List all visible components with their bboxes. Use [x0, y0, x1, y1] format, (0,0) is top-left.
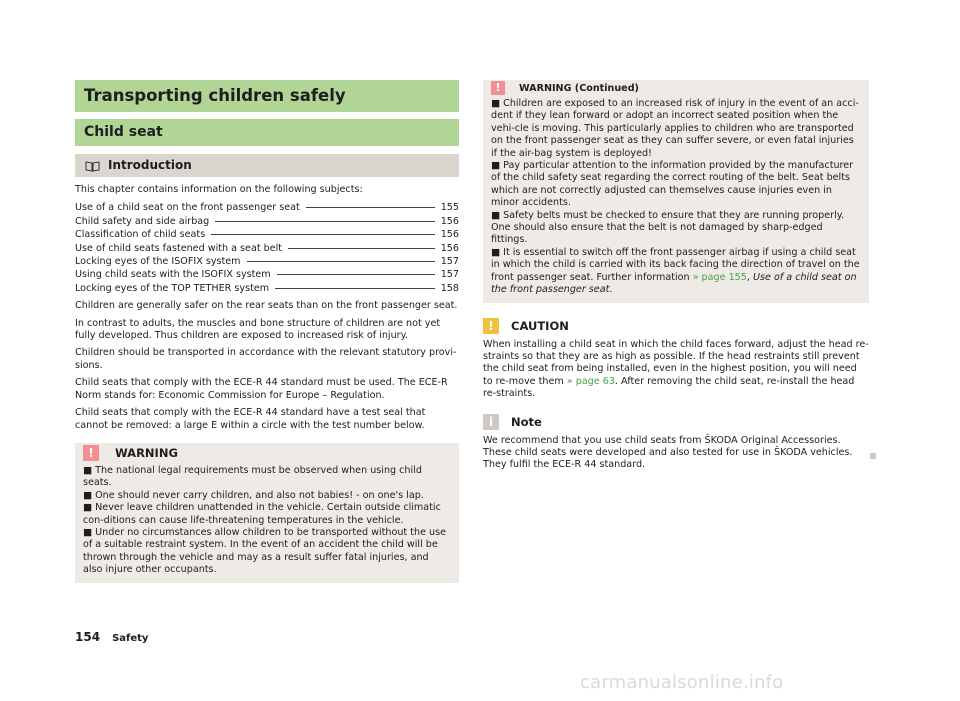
intro-text: This chapter contains information on the following subjects: [75, 184, 363, 195]
caution-header [483, 317, 869, 335]
toc-item[interactable]: Use of child seats fastened with a seat belt 156 [75, 242, 459, 254]
warning-title: WARNING [115, 445, 178, 460]
section-title: Child seat [75, 119, 459, 146]
caution-section [483, 317, 869, 401]
warning-icon: ! [83, 445, 99, 461]
warning-header [83, 443, 451, 463]
warning-item: ■ The national legal requirements must be observed when using child seats. [83, 464, 422, 489]
warning-icon: ! [491, 81, 505, 95]
page-link[interactable]: » page 155 [692, 271, 747, 283]
toc-item[interactable]: Use of a child seat on the front passenger seat 155 [75, 202, 459, 214]
warning-item: ■ Children are exposed to an increased risk of injury in the event of an acci-dent if they lean forward or adopt an incorrect seated position when the vehi-cle is moving. This particularly applies to children who are transported on the front passenger seat as they can suffer severe, or even fatal injuries if the air-bag system is deployed! [491, 98, 859, 159]
subsection-header [75, 154, 459, 177]
toc-item[interactable]: Locking eyes of the TOP TETHER system 158 [75, 282, 459, 294]
caution-text: When installing a child seat in which the child faces forward, adjust the head re-straints so that they are as high as possible. If the head restraints still prevent the child seat from being installed, even in the highest position, you will need to re-move them » page 63. After removing the child seat, re-install the head re-straints. [483, 338, 869, 400]
page-link[interactable]: » page 63 [566, 375, 615, 387]
paragraph: In contrast to adults, the muscles and bone structure of children are not yet fully developed. Thus children are exposed to increased risk of injury. [75, 317, 441, 342]
warning-item: ■ It is essential to switch off the front passenger airbag if using a child seat in which the child is carried with its back facing the direction of travel on the front passenger seat. Further information » page 155, Use of a child seat on the front passenger seat. [491, 246, 860, 296]
warning-body [83, 465, 451, 577]
note-title: Note [511, 414, 542, 429]
warning-body [491, 98, 861, 297]
warning-item: ■ One should never carry children, and also not babies! - on one's lap. [83, 489, 424, 501]
paragraph: Child seats that comply with the ECE-R 44 standard have a test seal that cannot be removed: a large E within a circle with the test number below. [75, 407, 426, 431]
paragraph: Children are generally safer on the rear seats than on the front passenger seat. [75, 300, 458, 312]
toc-item[interactable]: Classification of child seats 156 [75, 229, 459, 241]
info-icon: i [483, 414, 499, 430]
toc-item[interactable]: Using child seats with the ISOFIX system 157 [75, 269, 459, 281]
warning-item: ■ Pay particular attention to the information provided by the manufacturer of the child safety seat regarding the correct routing of the belt. Seat belts which are not correctly adjusted can themselves cause injuries even in minor accidents. [491, 160, 854, 209]
paragraph: Child seats that comply with the ECE-R 44 standard must be used. The ECE-R Norm stands for: Economic Commission for Europe – Regulation. [75, 377, 448, 401]
warning-header [491, 80, 861, 96]
chapter-title: Transporting children safely [75, 80, 459, 112]
warning-item: ■ Safety belts must be checked to ensure that they are running properly. One should also ensure that the belt is not damaged by sharp-edged fittings. [491, 209, 845, 246]
section-label: Safety [112, 633, 149, 644]
link-title: Use of a child seat on the front passenger seat [491, 271, 857, 296]
end-of-section-marker [870, 453, 876, 459]
book-icon [85, 160, 100, 172]
page-number: 154 [75, 630, 101, 644]
left-column [75, 80, 459, 583]
watermark: carmanualsonline.info [580, 672, 784, 693]
caution-title: CAUTION [511, 318, 569, 333]
warning-continued-title: WARNING (Continued) [519, 82, 639, 94]
warning-box [75, 443, 459, 583]
table-of-contents [75, 201, 459, 295]
toc-item[interactable]: Locking eyes of the ISOFIX system 157 [75, 256, 459, 268]
paragraph: Children should be transported in accordance with the relevant statutory provi-sions. [75, 347, 457, 371]
caution-icon: ! [483, 318, 499, 334]
subsection-title: Introduction [108, 158, 192, 172]
warning-item: ■ Under no circumstances allow children to be transported without the use of a suitable restraint system. In the event of an accident the child will be thrown through the vehicle and may as a result suffer fatal injuries, and also injure other occupants. [83, 526, 447, 576]
note-section [483, 413, 869, 472]
toc-item[interactable]: Child safety and side airbag 156 [75, 215, 459, 227]
warning-continued-box [483, 80, 869, 303]
note-header [483, 413, 869, 431]
warning-item: ■ Never leave children unattended in the vehicle. Certain outside climatic con-ditions can cause life-threatening temperatures in the vehicle. [83, 502, 441, 526]
right-column [483, 80, 869, 472]
note-text: We recommend that you use child seats from ŠKODA Original Accessories. These child seats were developed and also tested for use in ŠKODA vehicles. They fulfil the ECE-R 44 standard. [483, 434, 853, 471]
page-footer [75, 630, 148, 644]
